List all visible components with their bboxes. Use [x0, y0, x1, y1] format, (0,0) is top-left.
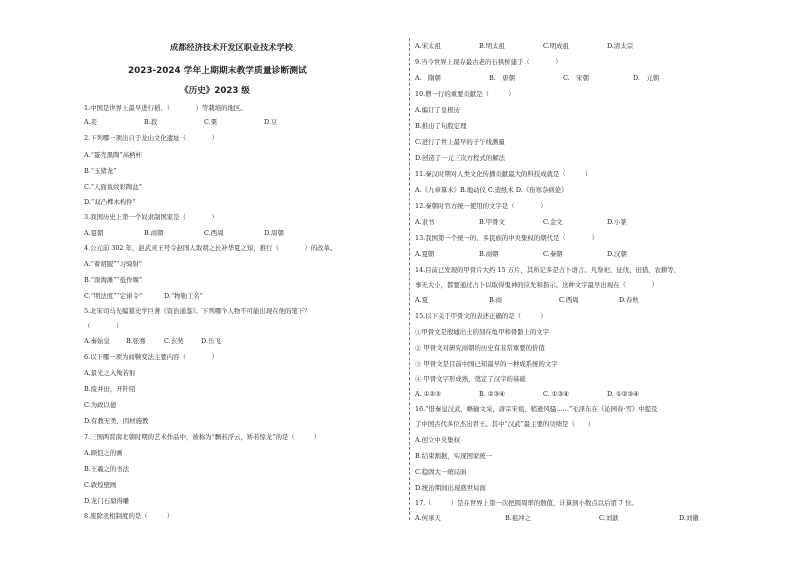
question-17: 17.（ ）是在世界上第一次把圆周率的数值，计算到小数点以后第 7 位。: [415, 499, 638, 507]
option: D.岳飞: [201, 337, 221, 345]
option: D.小篆: [607, 218, 627, 226]
option: C.金文: [543, 218, 563, 226]
statement: ③ 甲骨文是目前中国已知最早的一种成系统的文字: [415, 360, 558, 368]
option: C.刘歆: [599, 514, 619, 522]
option: D.有教无类，因材施教: [84, 417, 149, 425]
option: D.“物勒工名”: [164, 292, 204, 300]
option: A.夏朝: [84, 229, 104, 237]
option: A.夏: [415, 296, 429, 304]
option: A. 隋朝: [415, 74, 441, 82]
statement: ①甲骨文是殷墟出土的刻在龟甲和骨骼上的文字: [415, 328, 550, 336]
statement: ④ 甲骨文字形成熟，奠定了汉字的基础: [415, 375, 526, 383]
option: B. 唐朝: [489, 74, 515, 82]
question-14-line-2: 事无大小，都要通过占卜以取得鬼神的应允和指示。这种文字最早出现在（ ）: [415, 281, 658, 289]
option: B.商: [489, 296, 503, 304]
question-15: 15.以下关于甲骨文的表述正确的是（ ）: [415, 312, 547, 320]
column-divider: [409, 38, 410, 520]
option: D.春秋: [619, 296, 639, 304]
option: B.祖冲之: [505, 514, 531, 522]
option: A.“着胡服”“习骑射”: [84, 260, 143, 268]
option: A.宋太祖: [415, 42, 441, 50]
option: B.结束割据，实现国家统一: [415, 452, 493, 460]
option: C.粟: [204, 118, 218, 126]
option: D.刘徽: [679, 514, 699, 522]
option: B.商朝: [479, 250, 499, 258]
question-8: 8.废除丞相制度的是（ ）: [84, 512, 174, 520]
option: C.“明法度”“定律令”: [84, 292, 143, 300]
option: D. ①②③④: [607, 390, 639, 398]
option: C.“人面鱼纹彩陶盆”: [84, 183, 142, 191]
option: B.商朝: [144, 229, 164, 237]
subject-title: 《历史》2023 级: [180, 86, 250, 96]
option: A.顾恺之的画: [84, 449, 123, 457]
option: A.景光之入殉若射: [84, 369, 136, 377]
option: B.“深淘滩”“低作堰”: [84, 276, 143, 284]
option: C.敦煌壁画: [84, 481, 117, 489]
option: A.创立中央集权: [415, 436, 460, 444]
option: C.玄奘: [164, 337, 184, 345]
option: A.编订了皇极历: [415, 106, 460, 114]
exam-title: 2023-2024 学年上期期末教学质量诊断测试: [128, 66, 307, 76]
option: D.创造了一元三次方程式的解法: [415, 154, 506, 162]
option: C.西周: [204, 229, 224, 237]
question-6: 6.以下哪一项为商鞅变法主要内容（ ）: [84, 353, 218, 361]
option: A.何承天: [415, 514, 441, 522]
question-7: 7.三国两晋南北朝时期的艺术作品中，被称为“飘若浮云，矫若惊龙”的是（ ）: [84, 433, 321, 441]
option: C.进行了世上最早的子午线测量: [415, 138, 505, 146]
option: B. ②③④: [479, 390, 505, 398]
option: C.为政以德: [84, 401, 117, 409]
option: C. 宋朝: [563, 74, 589, 82]
option: C.明成祖: [543, 42, 569, 50]
option: A.秦始皇: [84, 337, 110, 345]
option: B.王羲之的书法: [84, 465, 130, 473]
option: B.明太祖: [479, 42, 505, 50]
question-3: 3.我国历史上第一个奴隶制国家是（ ）: [84, 213, 218, 221]
question-13: 13.我国第一个统一的、多民族的中央集权的朝代是（ ）: [415, 234, 598, 242]
option: B.推出了句股定理: [415, 122, 467, 130]
option: D.统治期间出现盛世局面: [415, 484, 486, 492]
statement: ② 甲骨文对研究商朝的历史有非常重要的价值: [415, 344, 545, 352]
question-1: 1.中国是世界上最早进行稻、（ ）等栽培的地区。: [84, 104, 247, 112]
option: B.“玉猪龙”: [84, 167, 117, 175]
option: B.张骞: [126, 337, 146, 345]
option: D.周朝: [264, 229, 284, 237]
option: C.西周: [559, 296, 579, 304]
option: A. ①②③: [415, 390, 441, 398]
option: A.麦: [84, 118, 98, 126]
option: D. 元朝: [633, 74, 660, 82]
question-2: 2.下列哪一项出自于龙山文化遗址（ ）: [84, 134, 218, 142]
option: A.隶书: [415, 218, 435, 226]
question-5-blank: （ ）: [84, 322, 123, 330]
option: A.“蛋壳黑陶”高柄杯: [84, 151, 142, 159]
option: D.汉朝: [607, 250, 627, 258]
option: D.龙门石窟得雕: [84, 497, 130, 505]
question-4: 4.公元前 302 年，赵武灵王号令赵国人取胡之长补华夏之短，推行（ ）的改革。: [84, 244, 337, 252]
option: D.豆: [264, 118, 278, 126]
option: A.夏朝: [415, 250, 435, 258]
school-title: 成都经济技术开发区职业技术学校: [170, 42, 293, 52]
option: D.“双凸榫木构件”: [84, 198, 136, 206]
option: C.秦朝: [543, 250, 563, 258]
option: B.菽: [144, 118, 158, 126]
option: B.废井田，开阡陌: [84, 385, 136, 393]
question-5: 5.北宋司马光编纂史学巨著《资治通鉴》。下列哪个人物不可能出现在他的笔下？: [84, 307, 311, 315]
question-11: 11.秦汉时期对人类文化传播贡献最大的科技成就是（ ）: [415, 170, 592, 178]
question-14-line-1: 14.目前已发现的甲骨片大约 15 万片，其所记多是占卜语言。凡祭祀、征伐、田猎、农耕等，: [415, 266, 681, 274]
option: C. ①③④: [543, 390, 569, 398]
option: C.稳固大一统局面: [415, 468, 467, 476]
question-16-line-2: 了中国古代多位杰出君王。其中“汉武”最主要的功绩是（ ）: [415, 420, 595, 428]
question-16-line-1: 16.“惜秦皇汉武，略输文采，唐宗宋祖，稍逊风骚……”毛泽东在《沁园春·雪》中提及: [415, 405, 658, 413]
option: D.清太宗: [607, 42, 634, 50]
option: B.甲骨文: [479, 218, 505, 226]
question-10: 10.僧一行的重要贡献是（ ）: [415, 90, 515, 98]
question-12: 12.秦朝时官方统一使用的文字是（ ）: [415, 202, 547, 210]
question-9: 9.当今世界上现存最古老的石拱桥建于（ ）: [415, 58, 562, 66]
question-11-options: A.《九章算术》B.地动仪 C.造纸术 D.《伤寒杂病论》: [415, 186, 568, 194]
